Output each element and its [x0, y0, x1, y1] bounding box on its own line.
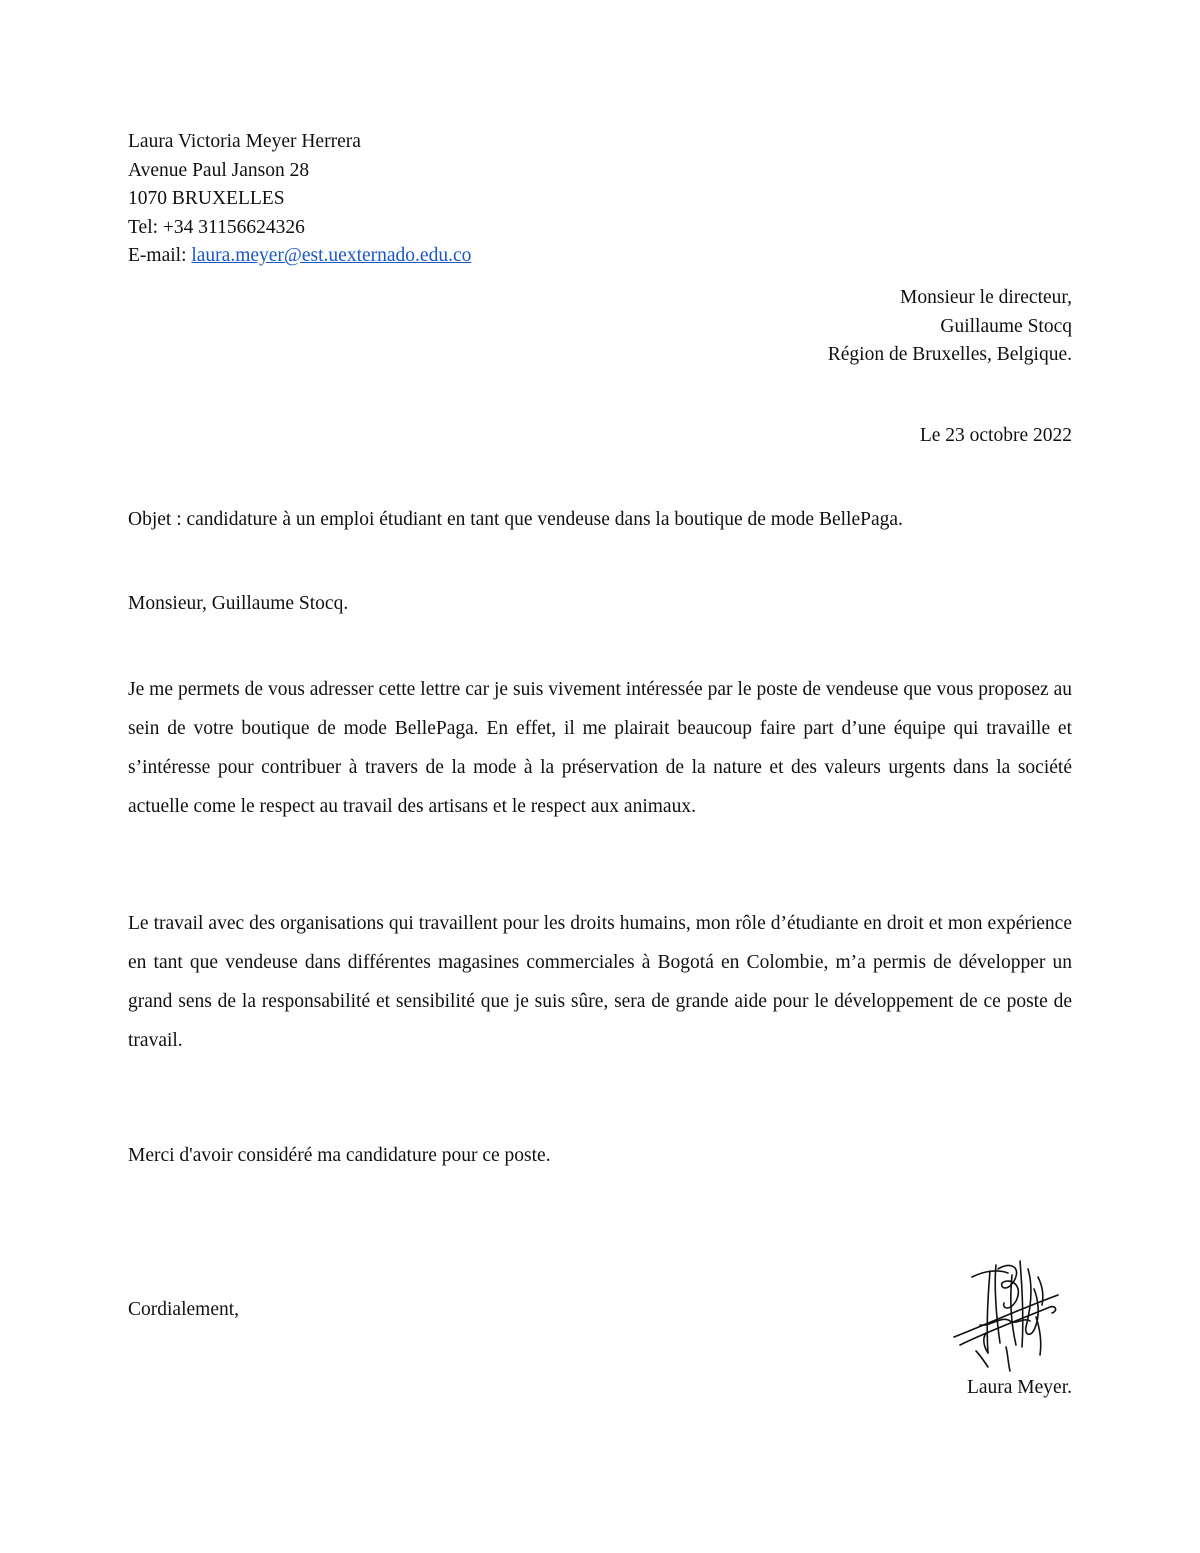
recipient-title: Monsieur le directeur, [900, 287, 1072, 308]
sender-email-link[interactable]: laura.meyer@est.uexternado.edu.co [191, 245, 472, 266]
sender-address: Avenue Paul Janson 28 [128, 159, 310, 181]
signer-name: Laura Meyer. [966, 1377, 1072, 1398]
sender-phone: Tel: +34 31156624326 [128, 216, 305, 238]
body-paragraph-2: Le travail avec des organisations qui travaillent pour les droits humains, mon rôle d’étudiante en droit et mon expérience en tant que vendeuse dans différentes magasines commerciales à Bogotá en Colombie, m’a permis de développer un grand sens de la responsabilité et sensibilité que je suis sûre, sera de grande aide pour le développement de ce poste de travail. [128, 913, 1072, 1051]
salutation: Monsieur, Guillaume Stocq. [128, 593, 349, 614]
sender-email-label: E-mail: [128, 245, 192, 266]
handwritten-signature-icon [950, 1255, 1065, 1375]
closing-line: Cordialement, [128, 1299, 240, 1320]
thanks-line: Merci d'avoir considéré ma candidature pour ce poste. [128, 1145, 551, 1166]
sender-city: 1070 BRUXELLES [128, 188, 285, 209]
recipient-name: Guillaume Stocq [940, 315, 1072, 337]
letter-date: Le 23 octobre 2022 [919, 425, 1072, 446]
body-paragraph-1: Je me permets de vous adresser cette lettre car je suis vivement intéressée par le poste de vendeuse que vous proposez au sein de votre boutique de mode BellePaga. En effet, il me plairait beaucoup faire part d’une équipe qui travaille et s’intéresse pour contribuer à travers de la mode à la préservation de la nature et des valeurs urgents dans la société actuelle come le respect au travail des artisans et le respect aux animaux. [128, 679, 1072, 817]
recipient-region: Région de Bruxelles, Belgique. [827, 344, 1072, 365]
recipient-block [828, 284, 1072, 370]
sender-name: Laura Victoria Meyer Herrera [128, 131, 361, 152]
sender-block [128, 128, 471, 271]
sender-email-line [128, 242, 471, 271]
letter-subject: Objet : candidature à un emploi étudiant en tant que vendeuse dans la boutique de mode BellePaga. [128, 509, 903, 530]
